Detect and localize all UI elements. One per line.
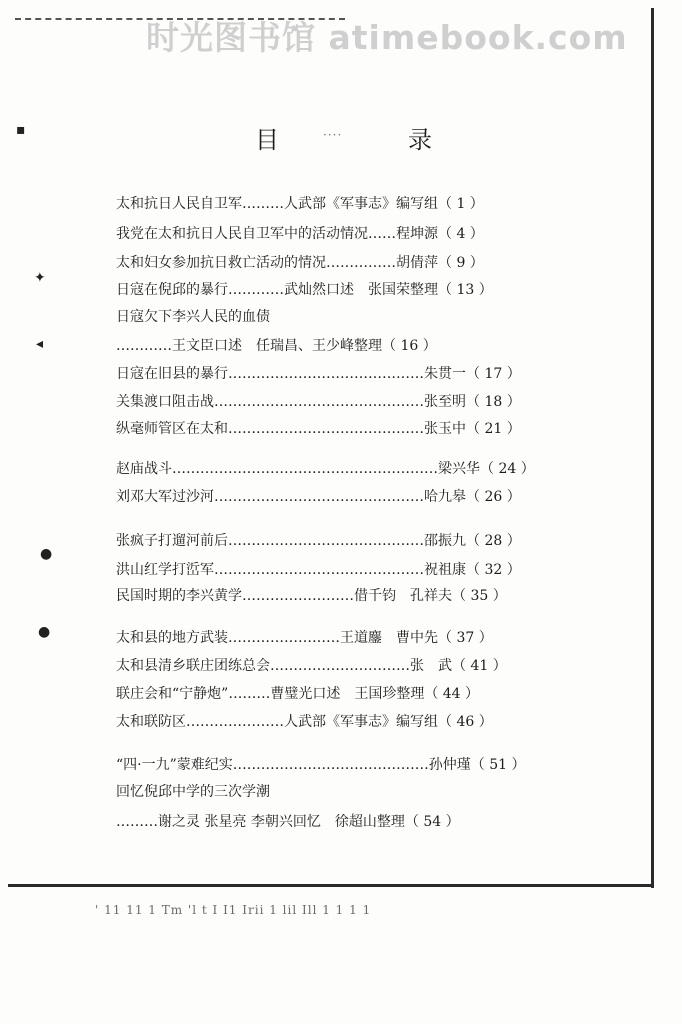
margin-mark: ● bbox=[40, 546, 53, 562]
toc-entry bbox=[116, 585, 598, 607]
toc-entry bbox=[116, 683, 598, 705]
title-dots: ···· bbox=[323, 128, 343, 142]
toc-entry-text: 赵庙战斗…………………………………………………梁兴华（ 24 ） bbox=[116, 461, 535, 477]
toc-entry-text: 太和县清乡联庄团练总会…………………………张 武（ 41 ） bbox=[116, 658, 507, 674]
toc-entry bbox=[116, 781, 598, 803]
watermark-text: 时光图书馆 atimebook.com bbox=[146, 18, 628, 57]
toc-entry bbox=[116, 391, 598, 413]
toc-entry bbox=[116, 559, 598, 581]
title-part-1: 目 bbox=[255, 126, 280, 154]
toc-entry-text: 我党在太和抗日人民自卫军中的活动情况……程坤源（ 4 ） bbox=[116, 226, 484, 242]
toc-entry-text: 回忆倪邱中学的三次学潮 bbox=[116, 784, 270, 800]
toc-entry bbox=[116, 418, 598, 440]
toc-entry bbox=[116, 306, 598, 328]
toc-entry bbox=[116, 655, 598, 677]
toc-entry-text: 民国时期的李兴黄学……………………借千钧 孔祥夫（ 35 ） bbox=[116, 588, 507, 604]
toc-entry bbox=[116, 279, 598, 301]
toc-entry-text: 太和联防区…………………人武部《军事志》编写组（ 46 ） bbox=[116, 714, 493, 730]
toc-entry bbox=[116, 486, 598, 508]
toc-entry-text: 太和抗日人民自卫军………人武部《军事志》编写组（ 1 ） bbox=[116, 196, 484, 212]
top-dashed-rule bbox=[15, 18, 345, 20]
toc-entry-text: 刘邓大军过沙河………………………………………哈九皋（ 26 ） bbox=[116, 489, 521, 505]
right-border-rule bbox=[651, 8, 654, 888]
title-part-2: 录 bbox=[408, 126, 433, 154]
toc-entry bbox=[116, 627, 598, 649]
scan-artifact-strip: ' 11 11 1 Tm 'l t I I1 Irii 1 lil Ill 1 1 1 1 bbox=[95, 903, 372, 917]
toc-entry-text: 纵毫师管区在太和……………………………………张玉中（ 21 ） bbox=[116, 421, 521, 437]
toc-entry bbox=[116, 252, 598, 274]
toc-entry bbox=[116, 754, 598, 776]
toc-entry bbox=[116, 223, 598, 245]
toc-entry-continuation bbox=[116, 811, 598, 833]
toc-entry-text: ………谢之灵 张星亮 李朝兴回忆 徐超山整理（ 54 ） bbox=[116, 814, 460, 830]
toc-entry-continuation bbox=[116, 335, 598, 357]
toc-entry-text: 日寇欠下李兴人民的血债 bbox=[116, 309, 270, 325]
toc-entry-text: …………王文臣口述 任瑞昌、王少峰整理（ 16 ） bbox=[116, 338, 437, 354]
bottom-border-rule bbox=[8, 884, 654, 887]
margin-mark: ▪ bbox=[16, 122, 26, 138]
toc-entry-text: 日寇在倪邱的暴行…………武灿然口述 张国荣整理（ 13 ） bbox=[116, 282, 493, 298]
toc-entry bbox=[116, 711, 598, 733]
toc-entry bbox=[116, 530, 598, 552]
toc-entry-text: “四·一九”蒙难纪实……………………………………孙仲瑾（ 51 ） bbox=[116, 757, 526, 773]
margin-mark: ✦ bbox=[34, 270, 46, 286]
toc-entry-text: 日寇在旧县的暴行……………………………………朱贯一（ 17 ） bbox=[116, 366, 521, 382]
toc-entry-text: 关集渡口阻击战………………………………………张至明（ 18 ） bbox=[116, 394, 521, 410]
toc-entry bbox=[116, 458, 598, 480]
toc-entry-text: 太和妇女参加抗日救亡活动的情况……………胡倩萍（ 9 ） bbox=[116, 255, 484, 271]
toc-entry bbox=[116, 363, 598, 385]
margin-mark: ◂ bbox=[36, 336, 44, 352]
toc-entry bbox=[116, 193, 598, 215]
margin-mark: ● bbox=[38, 624, 51, 640]
toc-entry-text: 洪山红学打峾军………………………………………祝祖康（ 32 ） bbox=[116, 562, 521, 578]
toc-entry-text: 联庄会和“宁静炮”………曹璧光口述 王国珍整理（ 44 ） bbox=[116, 686, 480, 702]
toc-entry-text: 太和县的地方武装……………………王道鏖 曹中先（ 37 ） bbox=[116, 630, 493, 646]
toc-entry-text: 张疯子打遛河前后……………………………………邵振九（ 28 ） bbox=[116, 533, 521, 549]
